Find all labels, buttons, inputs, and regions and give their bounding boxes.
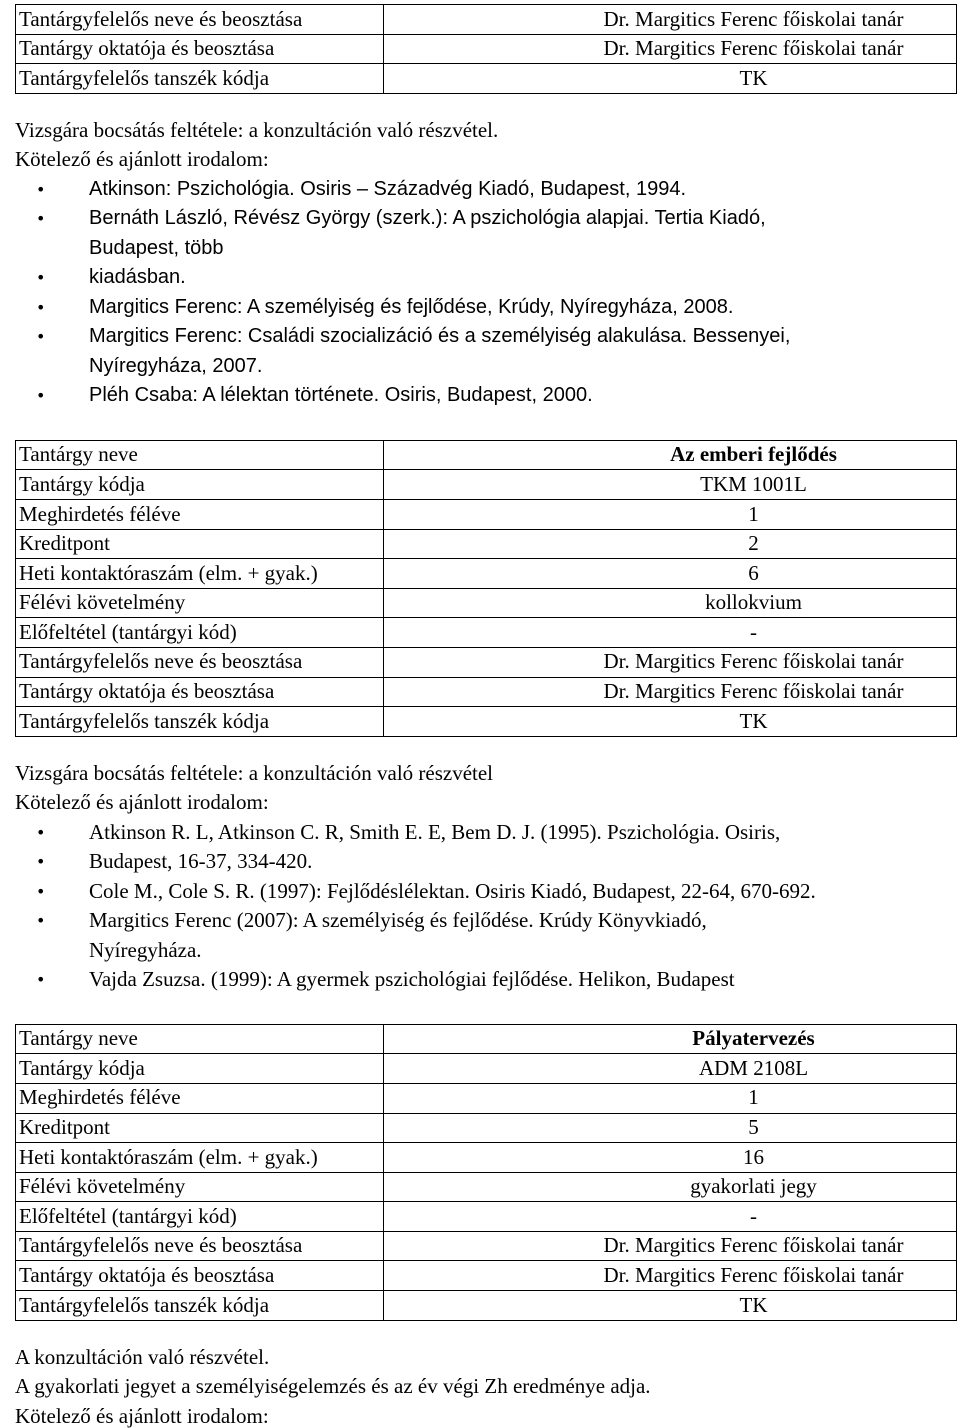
row-label: Kreditpont — [16, 529, 384, 559]
table-row — [16, 588, 957, 618]
table-row — [16, 1202, 957, 1232]
list-item: • Budapest, 16-37, 334-420. — [15, 847, 955, 877]
table-row — [16, 1054, 957, 1084]
row-value: 6 — [384, 559, 957, 589]
table-row — [16, 1291, 957, 1321]
course-table-emberi-fejlodes — [15, 440, 957, 737]
row-value: ADM 2108L — [384, 1054, 957, 1084]
table-row — [16, 1261, 957, 1291]
row-value: kollokvium — [384, 588, 957, 618]
row-value: 16 — [384, 1143, 957, 1173]
row-value: - — [384, 618, 957, 648]
list-item: • kiadásban. — [15, 263, 955, 293]
row-label: Előfeltétel (tantárgyi kód) — [16, 618, 384, 648]
table-row — [16, 1113, 957, 1143]
row-label: Tantárgyfelelős tanszék kódja — [16, 1291, 384, 1321]
list-item: • Margitics Ferenc: Családi szocializáció és a személyiség alakulása. Bessenyei, — [15, 322, 955, 352]
row-value: 1 — [384, 499, 957, 529]
row-label: Tantárgy kódja — [16, 470, 384, 500]
table-row — [16, 529, 957, 559]
row-label: Félévi követelmény — [16, 1172, 384, 1202]
table-row — [16, 707, 957, 737]
row-value: Dr. Margitics Ferenc főiskolai tanár — [384, 5, 957, 35]
row-label: Tantárgy oktatója és beosztása — [16, 1261, 384, 1291]
table-row — [16, 499, 957, 529]
list-item: Budapest, több — [89, 236, 224, 259]
list-item: • Pléh Csaba: A lélektan története. Osiris, Budapest, 2000. — [15, 381, 955, 411]
row-value: Dr. Margitics Ferenc főiskolai tanár — [384, 647, 957, 677]
table-row — [16, 64, 957, 94]
exam-condition: Vizsgára bocsátás feltétele: a konzultáción való részvétel. — [15, 117, 499, 142]
note-grading: A gyakorlati jegyet a személyiségelemzés és az év végi Zh eredménye adja. — [15, 1374, 651, 1399]
row-label: Előfeltétel (tantárgyi kód) — [16, 1202, 384, 1232]
list-item: • Atkinson R. L, Atkinson C. R, Smith E. E, Bem D. J. (1995). Pszichológia. Osiris, — [15, 818, 955, 848]
row-value: Dr. Margitics Ferenc főiskolai tanár — [384, 677, 957, 707]
row-value: TK — [384, 707, 957, 737]
list-item: Nyíregyháza. — [89, 937, 202, 962]
row-value: TKM 1001L — [384, 470, 957, 500]
row-value: Dr. Margitics Ferenc főiskolai tanár — [384, 1231, 957, 1261]
list-item: Nyíregyháza, 2007. — [89, 354, 263, 377]
document-page — [15, 4, 955, 1428]
row-value: - — [384, 1202, 957, 1232]
literature-heading: Kötelező és ajánlott irodalom: — [15, 1403, 269, 1428]
row-label: Tantárgy neve — [16, 440, 384, 470]
table-row — [16, 5, 957, 35]
reference-list — [15, 818, 955, 995]
row-label: Kreditpont — [16, 1113, 384, 1143]
table-row — [16, 618, 957, 648]
row-label: Meghirdetés féléve — [16, 1083, 384, 1113]
reference-list — [15, 175, 955, 411]
spacer — [15, 411, 955, 440]
table-row — [16, 1172, 957, 1202]
row-label: Félévi követelmény — [16, 588, 384, 618]
list-item: • Atkinson: Pszichológia. Osiris – Századvég Kiadó, Budapest, 1994. — [15, 175, 955, 205]
row-label: Tantárgyfelelős neve és beosztása — [16, 5, 384, 35]
row-value: Dr. Margitics Ferenc főiskolai tanár — [384, 1261, 957, 1291]
table-row — [16, 677, 957, 707]
table-row — [16, 440, 957, 470]
row-label: Tantárgyfelelős tanszék kódja — [16, 64, 384, 94]
table-row — [16, 1143, 957, 1173]
row-label: Tantárgyfelelős tanszék kódja — [16, 707, 384, 737]
course-title: Az emberi fejlődés — [384, 440, 957, 470]
course-table-previous — [15, 4, 957, 94]
list-item: • Margitics Ferenc: A személyiség és fejlődése, Krúdy, Nyíregyháza, 2008. — [15, 293, 955, 323]
row-value: TK — [384, 64, 957, 94]
table-row — [16, 1083, 957, 1113]
row-label: Tantárgy oktatója és beosztása — [16, 34, 384, 64]
row-label: Tantárgy neve — [16, 1024, 384, 1054]
exam-condition: Vizsgára bocsátás feltétele: a konzultáción való részvétel — [15, 760, 494, 785]
spacer — [15, 995, 955, 1024]
list-item: • Vajda Zsuzsa. (1999): A gyermek pszichológiai fejlődése. Helikon, Budapest — [15, 965, 955, 995]
table-row — [16, 647, 957, 677]
note-consultation: A konzultáción való részvétel. — [15, 1344, 270, 1369]
literature-heading: Kötelező és ajánlott irodalom: — [15, 790, 269, 815]
row-value: TK — [384, 1291, 957, 1321]
list-item: • Cole M., Cole S. R. (1997): Fejlődéslélektan. Osiris Kiadó, Budapest, 22-64, 670-692. — [15, 877, 955, 907]
course-table-palyatervezes — [15, 1024, 957, 1321]
row-value: gyakorlati jegy — [384, 1172, 957, 1202]
spacer — [15, 1321, 955, 1343]
spacer — [15, 737, 955, 759]
row-label: Heti kontaktóraszám (elm. + gyak.) — [16, 1143, 384, 1173]
row-label: Tantárgy kódja — [16, 1054, 384, 1084]
row-value: Dr. Margitics Ferenc főiskolai tanár — [384, 34, 957, 64]
row-label: Tantárgyfelelős neve és beosztása — [16, 1231, 384, 1261]
row-value: 1 — [384, 1083, 957, 1113]
literature-heading: Kötelező és ajánlott irodalom: — [15, 147, 269, 172]
row-label: Heti kontaktóraszám (elm. + gyak.) — [16, 559, 384, 589]
list-item: • Margitics Ferenc (2007): A személyiség és fejlődése. Krúdy Könyvkiadó, — [15, 906, 955, 936]
table-row — [16, 559, 957, 589]
table-row — [16, 1024, 957, 1054]
table-row — [16, 470, 957, 500]
spacer — [15, 94, 955, 116]
row-label: Tantárgyfelelős neve és beosztása — [16, 647, 384, 677]
list-item: • Bernáth László, Révész György (szerk.): A pszichológia alapjai. Tertia Kiadó, — [15, 204, 955, 234]
course-title: Pályatervezés — [384, 1024, 957, 1054]
table-row — [16, 1231, 957, 1261]
table-row — [16, 34, 957, 64]
row-label: Meghirdetés féléve — [16, 499, 384, 529]
row-value: 5 — [384, 1113, 957, 1143]
row-label: Tantárgy oktatója és beosztása — [16, 677, 384, 707]
row-value: 2 — [384, 529, 957, 559]
